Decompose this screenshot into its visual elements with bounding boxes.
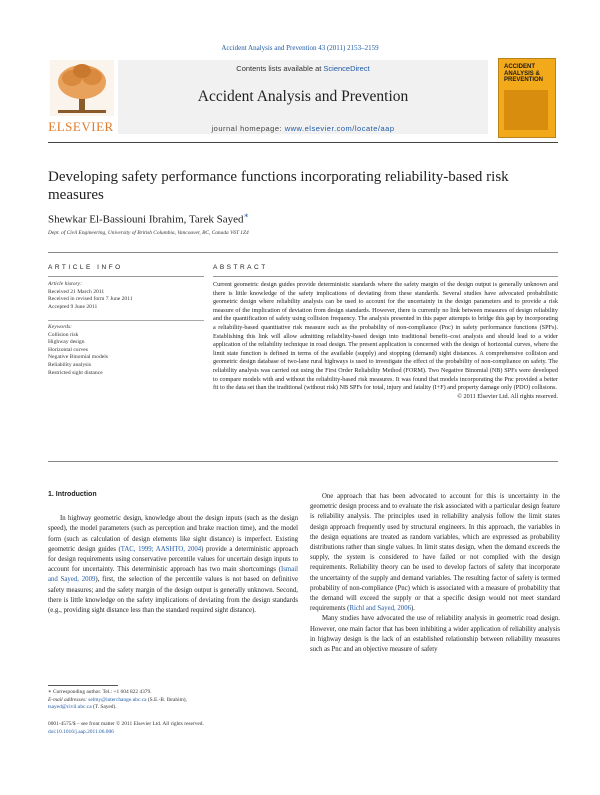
doi-link[interactable]: doi:10.1016/j.aap.2011.06.006	[48, 728, 114, 735]
email-owner: (S.E.-B. Ibrahim),	[146, 696, 187, 703]
body-text: ).	[411, 605, 415, 613]
footnotes	[48, 689, 187, 712]
abstract-body	[213, 281, 558, 401]
header-divider	[48, 142, 558, 143]
history-label: Article history:	[48, 281, 83, 287]
body-right-column	[310, 492, 560, 655]
history-revised: Received in revised form 7 June 2011	[48, 296, 133, 303]
issn-line: 0001-4575/$ – see front matter © 2011 Elsevier Ltd. All rights reserved.	[48, 721, 204, 727]
article-info-heading: ARTICLE INFO	[48, 264, 123, 271]
studies-paragraph: Many studies have advocated the use of reliability analysis in geometric road design. However, one main factor that has been inhibiting a wider application of reliability analysis in highway design is the lack of an established relationship between reliability measures such as Pnc and an objective measure of safety	[310, 615, 560, 654]
keyword-item: Negative Binomial models	[48, 354, 108, 361]
abstract-divider	[213, 276, 558, 277]
keyword-item: Restricted sight distance	[48, 369, 103, 376]
issn-block	[48, 721, 204, 736]
intro-text: ) provide a deterministic approach for design requirements using conservative percentile values for uncertain design inputs to account for uncertainty. This deterministic approach has two main shortcomings (	[48, 545, 299, 574]
email-link[interactable]: selmy@interchange.ubc.ca	[88, 696, 147, 703]
intro-paragraph	[48, 514, 298, 616]
intro-text: ), first, the selection of the percentile values is not based on definitive safety measures; and the safety margin of the design output is generally unknown. Second, there is little knowledge on the safety implications of deviating from the design standards (e.g., providing sight distance less than the standard required sight distance).	[48, 576, 298, 615]
email-label: E-mail addresses:	[48, 696, 89, 703]
citation-link[interactable]: Richl and Sayed, 2006	[349, 605, 411, 613]
email-link[interactable]: tsayed@civil.ubc.ca	[48, 704, 92, 711]
elsevier-tree-logo-icon	[50, 60, 114, 116]
journal-reference[interactable]: Accident Analysis and Prevention 43 (2011) 2153–2159	[221, 44, 379, 52]
keyword-item: Horizontal curves	[48, 346, 88, 353]
journal-title: Accident Analysis and Prevention	[197, 88, 409, 105]
email-note	[48, 704, 187, 712]
intro-text: In highway geometric design, knowledge about the design inputs (such as the design speed), the model parameters (such as perception and brake reaction time), and the model form (such as calculation of design elements like sight distance) is imperfect. Existing geometric design guides (	[48, 515, 298, 553]
footnote-rule	[48, 685, 118, 686]
corresponding-author-note: ∗ Corresponding author. Tel.: +1 604 822 4379.	[48, 689, 152, 695]
keywords-label: Keywords:	[48, 324, 73, 330]
corresponding-author-mark[interactable]: ∗	[243, 211, 249, 220]
keyword-item: Collision risk	[48, 331, 79, 338]
citation-link[interactable]: TAC, 1999; AASHTO, 2004	[120, 545, 202, 553]
title-divider	[48, 252, 558, 253]
keyword-item: Reliability analysis	[48, 361, 92, 368]
citation-link[interactable]: Ismail and Sayed, 2009	[48, 566, 298, 584]
journal-cover-title: ACCIDENT ANALYSIS & PREVENTION	[504, 64, 544, 83]
abstract-text: Current geometric design guides provide deterministic standards where the safety margin of the design output is generally unknown and there is little knowledge of the safety implications of deviating from these standards. Several studies have advocated probabilistic geometric design where reliability analysis can be used to account for the uncertainty in the design parameters and to provide a risk measure of the implication of deviation from design standards. However, there is currently no link between measures of design reliability and the quantification of safety using collision frequency. The analysis presented in this paper attempts to bridge this gap by incorporating a reliability-based quantitative risk measure such as the probability of non-compliance (Pnc) in safety performance functions (SPFs). Establishing this link will allow admitting reliability-based design into traditional benefit–cost analysis and should lead to a wider application of the reliability technique in road design. The present application is concerned with the design of horizontal curves, where the limit state function is defined in terms of the available (supply) and stopping (demand) sight distances. A comprehensive collision and geometric design database of two-lane rural highways is used to investigate the effect of the probability of non-compliance on safety. The reliability analysis was carried out using the First Order Reliability Method (FORM). Two Negative Binomial (NB) SPFs were developed to compare models with and without the reliability-based risk measures. It was found that models incorporating the Pnc provided a better fit to the data set than the traditional (without risk) NB SPFs for total, injury and fatality (I+F) and property damage only (PDO) collisions.	[213, 281, 558, 392]
keywords-divider	[48, 320, 204, 321]
history-accepted: Accepted 9 June 2011	[48, 303, 98, 310]
publisher-name: ELSEVIER	[48, 119, 114, 134]
abstract-copyright: © 2011 Elsevier Ltd. All rights reserved.	[457, 392, 558, 400]
reliability-paragraph	[310, 492, 560, 614]
journal-homepage	[118, 124, 488, 133]
author-list	[48, 211, 249, 226]
body-text: One approach that has been advocated to account for this is uncertainty in the geometric design process and to evaluate the risk associated with a particular design feature is reliability analysis. The principles used in reliability analysis follow the limit states design approach frequently used by structural engineers. In this approach, the variables in the design equations are treated as random variables, which are expressed as probability distributions rather than single values. In limit states design, when the demand exceeds the supply, the system is considered to have failed or not complied with the design requirements. Reliability theory can be used to develop factors of safety that incorporate the uncertainty of the supply and demand variables. The resulting factor of safety is termed probability of non-compliance (Pnc) which is associated with a measure of probability that the demand will exceed the supply or that a specific design would not meet standard requirements (	[310, 493, 560, 613]
journal-cover-image	[504, 90, 548, 130]
paper-title: Developing safety performance functions incorporating reliability-based risk measures	[48, 169, 509, 203]
abstract-end-divider	[48, 461, 558, 462]
sciencedirect-link[interactable]: ScienceDirect	[323, 64, 370, 73]
article-info-divider	[48, 276, 204, 277]
history-received: Received 21 March 2011	[48, 288, 105, 295]
authors-text: Shewkar El-Bassiouni Ibrahim, Tarek Sayed	[48, 213, 244, 226]
homepage-prefix: journal homepage:	[211, 124, 285, 133]
section-heading-introduction: 1. Introduction	[48, 491, 97, 498]
contents-line	[118, 64, 488, 73]
keyword-item: Highway design	[48, 339, 85, 346]
abstract-heading: ABSTRACT	[213, 264, 268, 271]
homepage-link[interactable]: www.elsevier.com/locate/aap	[284, 124, 395, 133]
email-owner: (T. Sayed).	[91, 704, 117, 711]
keywords-block	[48, 324, 108, 377]
contents-prefix: Contents lists available at	[236, 64, 324, 73]
article-history	[48, 281, 133, 311]
body-left-column	[48, 490, 298, 616]
affiliation: Dept. of Civil Engineering, University of British Columbia, Vancouver, BC, Canada V6T 1Z4	[48, 230, 249, 236]
